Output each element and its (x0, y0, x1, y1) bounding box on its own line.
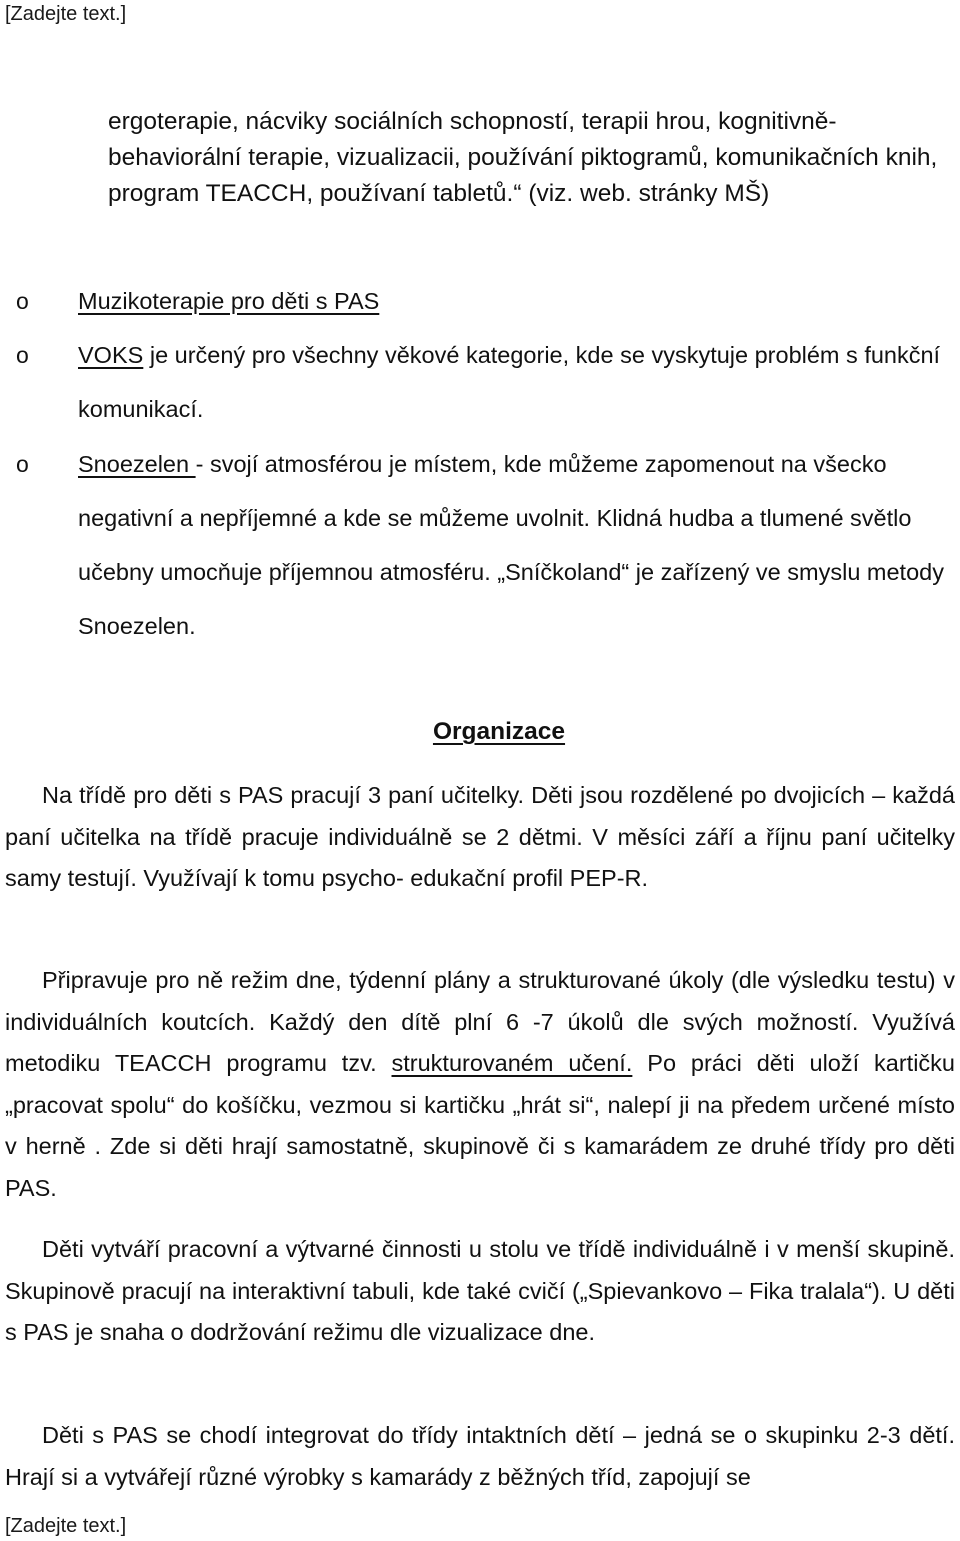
list-item-body (78, 328, 956, 436)
snoezelen-link[interactable]: Snoezelen (78, 451, 196, 477)
section-heading: Organizace (432, 718, 566, 745)
bullet-marker: o (16, 288, 29, 314)
muzikoterapie-link[interactable]: Muzikoterapie pro děti s PAS (78, 288, 380, 314)
paragraph-organizace: Na třídě pro děti s PAS pracují 3 paní učitelky. Děti jsou rozdělené po dvojicích – každá paní učitelka na třídě pracuje individuálně se 2 dětmi. V měsíci září a říjnu paní učitelky samy testují. Využívají k tomu psycho- edukační profil PEP-R. (5, 782, 955, 891)
paragraph-cinnosti: Děti vytváří pracovní a výtvarné činnosti u stolu ve třídě individuálně i v menší skupině. Skupinově pracují na interaktivní tabuli, kde také cvičí („Spievankovo – Fika tralala“). U děti s PAS je snaha o dodržování režimu dle vizualizace dne. (5, 1236, 955, 1345)
bullet-marker: o (16, 451, 29, 477)
list-item-text: - svojí atmosférou je místem, kde můžeme zapomenout na všecko negativní a nepříjemné a kde se můžeme uvolnit. Klidná hudba a tlumené světlo učebny umocňuje příjemnou atmosféru. „Sníčkoland“ je zařízený ve smyslu metody Snoezelen. (78, 451, 944, 639)
bullet-marker: o (16, 342, 29, 368)
list-item-body (78, 437, 956, 653)
paragraph-integrace: Děti s PAS se chodí integrovat do třídy intaktních dětí – jedná se o skupinku 2-3 dětí. Hrají si a vytvářejí různé výrobky s kamarády z běžných tříd, zapojují se (5, 1422, 955, 1490)
list-item-text: je určený pro všechny věkové kategorie, kde se vyskytuje problém s funkční komunikací. (78, 342, 941, 422)
header-placeholder: [Zadejte text.] (5, 3, 127, 25)
strukturovane-uceni-link[interactable]: strukturovaném učení. (391, 1050, 633, 1076)
intro-paragraph: ergoterapie, nácviky sociálních schopností, terapii hrou, kognitivně-behaviorální terapie, vizualizacii, používání piktogramů, komunikačních knih, program TEACCH, používaní tabletů.“ (viz. web. stránky MŠ) (108, 108, 938, 207)
list-item-body (78, 274, 956, 328)
paragraph-rezim: Připravuje pro ně režim dne, týdenní plány a strukturované úkoly (dle výsledku testu) v individuálních koutcích. Každý den dítě plní 6 -7 úkolů dle svých možností. Využívá metodiku TEACCH programu tzv. strukturovaném učení. Po práci děti uloží kartičku „pracovat spolu“ do košíčku, vezmou si kartičku „hrát si“, nalepí ji na předem určené místo v herně . Zde si děti hrají samostatně, skupinově či s kamarádem ze druhé třídy pro děti PAS. (5, 967, 955, 1201)
voks-link[interactable]: VOKS (78, 342, 144, 368)
footer-placeholder: [Zadejte text.] (5, 1515, 127, 1537)
